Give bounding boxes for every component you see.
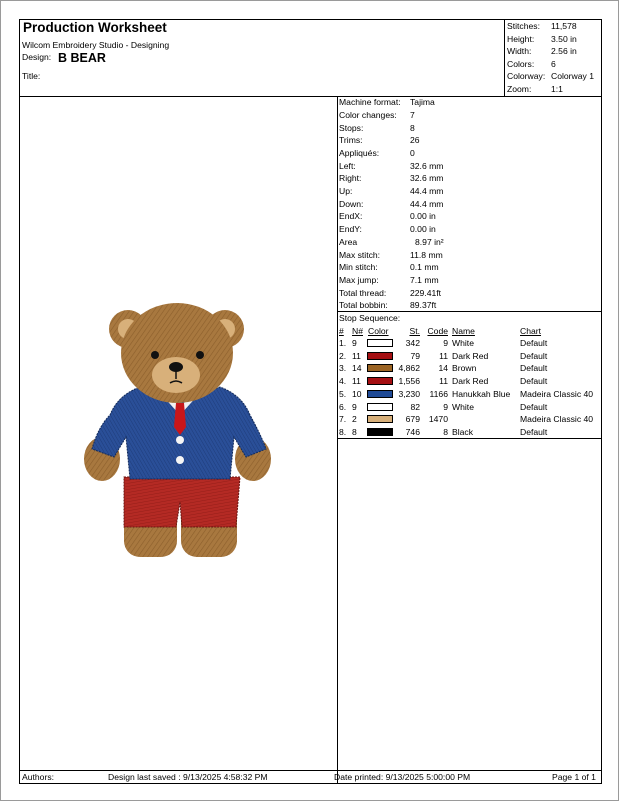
design-label: Design: (22, 52, 52, 62)
detail-value: 32.6 mm (410, 173, 444, 183)
detail-label: Area (339, 237, 358, 247)
detail-label: Appliqués: (339, 148, 380, 158)
col-header-color: Color (368, 326, 389, 336)
row-name: Hanukkah Blue (452, 388, 511, 399)
detail-label: Color changes: (339, 110, 397, 120)
detail-value: 8 (410, 123, 415, 133)
footer-divider (19, 770, 602, 771)
frame-right (601, 19, 602, 784)
summary-value: 3.50 in (551, 33, 577, 44)
detail-label: Total bobbin: (339, 300, 388, 310)
row-code: 1166 (429, 388, 448, 399)
detail-value: 89.37ft (410, 300, 437, 310)
row-num: 1. (339, 338, 347, 348)
row-name: Brown (452, 363, 477, 374)
summary-label: Colors: (507, 58, 535, 69)
detail-label: Machine format: (339, 97, 401, 107)
col-header-chart: Chart (520, 326, 542, 336)
summary-value: 2.56 in (551, 46, 577, 56)
row-code: 11 (439, 376, 448, 387)
detail-value: 0.00 in (410, 211, 436, 221)
row-needle: 10 (352, 388, 362, 399)
detail-label: Left: (339, 161, 356, 171)
sequence-divider (337, 438, 602, 439)
row-stitches: 1,556 (398, 376, 420, 387)
design-name: B BEAR (58, 51, 106, 65)
details-divider (337, 311, 602, 312)
detail-label: Max jump: (339, 275, 379, 285)
row-stitches: 79 (410, 350, 420, 361)
stop-sequence-title: Stop Sequence: (339, 313, 401, 323)
row-num: 2. (339, 350, 347, 361)
detail-label: Min stitch: (339, 262, 378, 272)
row-name: White (452, 338, 474, 348)
embroidery-preview (20, 97, 337, 770)
row-num: 3. (339, 363, 347, 374)
row-needle: 9 (352, 338, 357, 348)
detail-value: 7.1 mm (410, 275, 439, 285)
row-num: 4. (339, 376, 347, 387)
detail-value: 32.6 mm (410, 161, 444, 171)
col-header-code: Code (427, 326, 448, 336)
software-name: Wilcom Embroidery Studio - Designing (22, 40, 170, 50)
detail-value: 7 (410, 110, 415, 120)
row-num: 8. (339, 426, 347, 437)
footer-authors: Authors: (22, 772, 55, 782)
row-needle: 9 (352, 401, 357, 412)
row-num: 6. (339, 401, 347, 412)
col-header-num: # (339, 326, 344, 336)
row-code: 9 (443, 338, 448, 348)
row-chart: Default (520, 363, 548, 374)
row-chart: Madeira Classic 40 (520, 414, 594, 425)
row-needle: 14 (352, 363, 362, 374)
summary-label: Colorway: (507, 71, 546, 81)
detail-label: EndX: (339, 211, 363, 221)
detail-value: 0 (410, 148, 415, 158)
row-stitches: 679 (405, 414, 420, 425)
row-needle: 11 (352, 350, 361, 361)
detail-value: 44.4 mm (410, 186, 444, 196)
row-name: Dark Red (452, 350, 489, 361)
detail-value: 8.97 in² (415, 237, 444, 247)
row-name: Black (452, 426, 474, 437)
row-stitches: 3,230 (398, 388, 420, 399)
row-name: Dark Red (452, 376, 489, 387)
detail-value: 0.1 mm (410, 262, 439, 272)
row-code: 11 (439, 350, 448, 361)
row-chart: Default (520, 401, 548, 412)
row-stitches: 342 (405, 338, 420, 348)
detail-value: Tajima (410, 97, 435, 107)
summary-value: Colorway 1 (551, 71, 594, 81)
frame-bottom (19, 783, 602, 784)
preview-divider (337, 96, 338, 784)
summary-label: Zoom: (507, 83, 532, 94)
detail-label: Up: (339, 186, 353, 196)
row-name: White (452, 401, 474, 412)
row-needle: 11 (352, 376, 361, 387)
col-header-n: N# (352, 326, 363, 336)
page-title: Production Worksheet (23, 20, 167, 35)
row-stitches: 4,862 (398, 363, 420, 374)
row-chart: Default (520, 338, 548, 348)
row-chart: Madeira Classic 40 (520, 388, 594, 399)
detail-label: Stops: (339, 123, 364, 133)
row-stitches: 746 (405, 426, 420, 437)
row-code: 8 (443, 426, 448, 437)
summary-label: Height: (507, 33, 535, 44)
col-header-st: St. (409, 326, 420, 336)
detail-value: 229.41ft (410, 288, 442, 298)
row-code: 1470 (428, 414, 448, 425)
footer-page: Page 1 of 1 (552, 772, 596, 782)
footer-printed: Date printed: 9/13/2025 5:00:00 PM (334, 772, 471, 782)
row-code: 14 (438, 363, 448, 374)
detail-value: 26 (410, 135, 420, 145)
row-chart: Default (520, 426, 548, 437)
row-num: 5. (339, 388, 347, 399)
detail-value: 44.4 mm (410, 199, 444, 209)
summary-value: 1:1 (551, 83, 563, 94)
summary-label: Width: (507, 46, 532, 56)
col-header-name: Name (452, 326, 475, 336)
summary-divider (504, 19, 505, 97)
row-needle: 2 (352, 414, 357, 425)
title-label: Title: (22, 71, 41, 81)
bear-graphic (84, 303, 271, 557)
detail-label: Max stitch: (339, 250, 381, 260)
row-needle: 8 (352, 426, 357, 437)
detail-label: Right: (339, 173, 362, 183)
summary-value: 11,578 (551, 21, 577, 31)
detail-label: Total thread: (339, 288, 387, 298)
row-num: 7. (339, 414, 347, 425)
row-chart: Default (520, 376, 548, 387)
detail-value: 11.8 mm (410, 250, 443, 260)
detail-value: 0.00 in (410, 224, 436, 234)
detail-label: Down: (339, 199, 364, 209)
row-stitches: 82 (410, 401, 420, 412)
row-chart: Default (520, 350, 548, 361)
summary-label: Stitches: (507, 21, 540, 31)
summary-value: 6 (551, 58, 556, 69)
footer-saved: Design last saved : 9/13/2025 4:58:32 PM (108, 772, 268, 782)
row-code: 9 (443, 401, 448, 412)
detail-label: Trims: (339, 135, 363, 145)
detail-label: EndY: (339, 224, 362, 234)
